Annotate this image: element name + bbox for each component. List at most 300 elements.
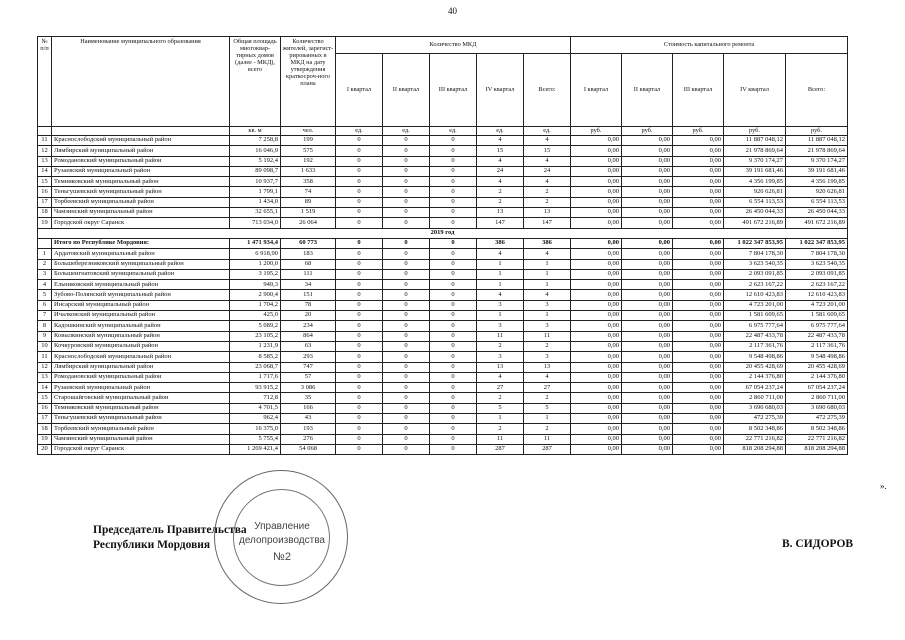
- table-cell: Лямбирский муниципальный район: [52, 362, 230, 372]
- table-cell: 8 502 348,86: [786, 424, 848, 434]
- stamp-line1: Управление: [254, 521, 310, 532]
- unit-cell: ед.: [383, 127, 430, 136]
- table-cell: 2: [477, 424, 524, 434]
- table-cell: 4 356 199,85: [724, 177, 786, 187]
- table-cell: 0,00: [673, 156, 724, 166]
- table-row: [38, 197, 848, 207]
- table-cell: 0,00: [622, 403, 673, 413]
- table-cell: 12: [38, 146, 52, 156]
- table-cell: 0: [336, 414, 383, 424]
- table-cell: 276: [281, 434, 336, 444]
- table-cell: 747: [281, 362, 336, 372]
- table-cell: 1 434,0: [230, 197, 281, 207]
- table-cell: 0: [383, 249, 430, 259]
- table-cell: 4 356 199,85: [786, 177, 848, 187]
- table-cell: 3 195,2: [230, 269, 281, 279]
- table-cell: 0,00: [673, 269, 724, 279]
- signatory-title: [93, 523, 247, 553]
- table-cell: 0: [430, 383, 477, 393]
- table-cell: 147: [477, 218, 524, 228]
- table-cell: 16 046,9: [230, 146, 281, 156]
- table-cell: 9 370 174,27: [786, 156, 848, 166]
- table-cell: 1 231,9: [230, 341, 281, 351]
- table-cell: 4 701,5: [230, 403, 281, 413]
- table-cell: 287: [524, 444, 571, 454]
- table-cell: 0,00: [622, 362, 673, 372]
- table-cell: 11: [38, 352, 52, 362]
- table-cell: 2: [477, 341, 524, 351]
- table-cell: 18: [38, 424, 52, 434]
- table-cell: 0: [430, 414, 477, 424]
- table-cell: 0: [430, 146, 477, 156]
- table-cell: 6 918,90: [230, 249, 281, 259]
- mkd-count-group-header: Количество МКД: [336, 37, 571, 54]
- table-cell: 2 117 361,76: [786, 341, 848, 351]
- table-cell: 0: [336, 269, 383, 279]
- table-cell: Ичалковский муниципальный район: [52, 311, 230, 321]
- table-cell: 0: [336, 331, 383, 341]
- table-cell: 0: [336, 177, 383, 187]
- table-cell: 18: [38, 208, 52, 218]
- table-cell: 4: [477, 156, 524, 166]
- table-cell: 1: [524, 259, 571, 269]
- table-cell: 7 258,8: [230, 136, 281, 146]
- unit-cell: руб.: [724, 127, 786, 136]
- table-cell: 818 208 294,88: [786, 444, 848, 454]
- table-cell: Кадошкинский муниципальный район: [52, 321, 230, 331]
- table-cell: 23 068,7: [230, 362, 281, 372]
- table-row: [38, 424, 848, 434]
- table-cell: 0: [430, 444, 477, 454]
- table-cell: 6 554 113,53: [786, 197, 848, 207]
- table-cell: Краснослободский муниципальный район: [52, 352, 230, 362]
- table-cell: 0,00: [571, 177, 622, 187]
- unit-cell-name: [52, 127, 230, 136]
- table-cell: 0,00: [673, 403, 724, 413]
- table-row: [38, 311, 848, 321]
- table-row: [38, 280, 848, 290]
- table-cell: Большеигнатовский муниципальный район: [52, 269, 230, 279]
- table-cell: 2 623 167,22: [724, 280, 786, 290]
- signatory-name: В. СИДОРОВ: [782, 538, 854, 550]
- table-cell: 13: [38, 156, 52, 166]
- table-cell: 0,00: [571, 403, 622, 413]
- table-cell: 0: [430, 321, 477, 331]
- table-cell: 0,00: [571, 218, 622, 228]
- table-cell: 68: [281, 259, 336, 269]
- table-row: [38, 249, 848, 259]
- table-cell: 0: [336, 372, 383, 382]
- table-cell: 9: [38, 331, 52, 341]
- signatory-title-line2: Республики Мордовия: [93, 539, 211, 551]
- table-cell: 0,00: [571, 156, 622, 166]
- table-cell: 4: [477, 372, 524, 382]
- table-cell: 12: [38, 362, 52, 372]
- table-cell: 16: [38, 403, 52, 413]
- table-cell: 54 068: [281, 444, 336, 454]
- table-cell: 22 771 216,82: [786, 434, 848, 444]
- table-cell: 23 105,2: [230, 331, 281, 341]
- table-cell: 0,00: [571, 383, 622, 393]
- table-cell: 0,00: [622, 259, 673, 269]
- table-cell: 34: [281, 280, 336, 290]
- table-cell: 0,00: [622, 311, 673, 321]
- table-cell: 21 978 869,64: [724, 146, 786, 156]
- table-cell: 32 655,1: [230, 208, 281, 218]
- table-cell: 27: [524, 383, 571, 393]
- table-cell: 0,00: [673, 146, 724, 156]
- table-cell: 2: [524, 197, 571, 207]
- table-cell: 0: [336, 136, 383, 146]
- table-cell: 920 626,81: [786, 187, 848, 197]
- table-cell: 0,00: [571, 321, 622, 331]
- table-cell: 0,00: [673, 136, 724, 146]
- table-cell: 0: [383, 383, 430, 393]
- table-cell: 0: [336, 249, 383, 259]
- table-cell: 0: [383, 280, 430, 290]
- table-cell: 0: [430, 403, 477, 413]
- table-cell: 0: [336, 156, 383, 166]
- unit-cell: руб.: [571, 127, 622, 136]
- col-name-header: Наименование муниципального образования: [52, 37, 230, 127]
- table-cell: 425,0: [230, 311, 281, 321]
- table-cell: 234: [281, 321, 336, 331]
- table-cell: 0,00: [622, 372, 673, 382]
- table-cell: 0,00: [622, 393, 673, 403]
- table-cell: 20 455 428,69: [786, 362, 848, 372]
- table-cell: 0: [430, 177, 477, 187]
- table-cell: 0: [383, 166, 430, 176]
- table-cell: 14: [38, 383, 52, 393]
- table-cell: 1: [477, 269, 524, 279]
- table-cell: Зубово-Полянский муниципальный район: [52, 290, 230, 300]
- table-cell: 8: [38, 321, 52, 331]
- cost-group-header: Стоимость капитального ремонта: [571, 37, 848, 54]
- table-cell: 3: [524, 352, 571, 362]
- table-cell: 0: [430, 311, 477, 321]
- table-cell: 19: [38, 218, 52, 228]
- table-row: [38, 383, 848, 393]
- table-cell: 3 086: [281, 383, 336, 393]
- table-cell: 1 471 934,4: [230, 238, 281, 248]
- table-cell: 13: [477, 362, 524, 372]
- table-cell: 39 191 681,46: [786, 166, 848, 176]
- table-row: [38, 187, 848, 197]
- table-cell: 0,00: [571, 197, 622, 207]
- table-cell: 0: [430, 187, 477, 197]
- table-cell: 3 690 680,03: [786, 403, 848, 413]
- table-row: [38, 300, 848, 310]
- table-cell: Краснослободский муниципальный район: [52, 136, 230, 146]
- table-cell: 1: [477, 280, 524, 290]
- table-cell: 15: [477, 146, 524, 156]
- table-cell: 0,00: [571, 136, 622, 146]
- table-cell: 0,00: [571, 269, 622, 279]
- table-cell: 2: [524, 187, 571, 197]
- table-cell: 0,00: [571, 331, 622, 341]
- table-cell: 8 585,2: [230, 352, 281, 362]
- table-cell: 6 975 777,64: [786, 321, 848, 331]
- table-cell: Ардатовский муниципальный район: [52, 249, 230, 259]
- table-cell: 0,00: [571, 352, 622, 362]
- table-row: [38, 166, 848, 176]
- table-cell: Рузаевский муниципальный район: [52, 383, 230, 393]
- table-cell: 7 804 178,30: [724, 249, 786, 259]
- table-cell: 0,00: [571, 434, 622, 444]
- table-cell: Торбеевский муниципальный район: [52, 197, 230, 207]
- table-cell: 8 502 348,86: [724, 424, 786, 434]
- table-cell: 3 623 540,35: [786, 259, 848, 269]
- table-cell: 2 860 711,00: [724, 393, 786, 403]
- table-row: [38, 352, 848, 362]
- table-cell: 2: [524, 393, 571, 403]
- table-cell: 7: [38, 311, 52, 321]
- table-cell: 74: [281, 187, 336, 197]
- table-cell: 0,00: [622, 434, 673, 444]
- table-cell: 0,00: [673, 166, 724, 176]
- table-cell: 0: [430, 249, 477, 259]
- table-cell: 0: [336, 434, 383, 444]
- table-cell: 16: [38, 187, 52, 197]
- table-row: [38, 341, 848, 351]
- table-cell: 491 672 216,89: [786, 218, 848, 228]
- year-label: 2019 год: [38, 228, 848, 238]
- unit-cell: ед.: [430, 127, 477, 136]
- table-cell: 0: [336, 352, 383, 362]
- table-cell: 17: [38, 197, 52, 207]
- table-cell: Темниковский муниципальный район: [52, 177, 230, 187]
- table-cell: 1 704,2: [230, 300, 281, 310]
- col-area-header: Общая площадь многоквар-тирных домов (далее - МКД), всего: [230, 37, 281, 127]
- table-row: [38, 362, 848, 372]
- table-row: [38, 321, 848, 331]
- table-cell: 67 054 237,24: [724, 383, 786, 393]
- table-cell: Теньгушевский муниципальный район: [52, 187, 230, 197]
- table-cell: 22 487 433,78: [724, 331, 786, 341]
- table-cell: 0: [430, 218, 477, 228]
- table-cell: 0,00: [622, 341, 673, 351]
- table-cell: 0: [336, 424, 383, 434]
- table-cell: 192: [281, 156, 336, 166]
- table-cell: 2 093 091,85: [786, 269, 848, 279]
- table-cell: 9 370 174,27: [724, 156, 786, 166]
- table-cell: 17: [38, 414, 52, 424]
- table-cell: 1: [524, 414, 571, 424]
- table-cell: 0,00: [673, 362, 724, 372]
- table-cell: 43: [281, 414, 336, 424]
- table-cell: 0,00: [622, 300, 673, 310]
- table-cell: 22 771 216,82: [724, 434, 786, 444]
- table-cell: 0: [383, 269, 430, 279]
- table-cell: 0: [336, 444, 383, 454]
- table-cell: 0,00: [622, 136, 673, 146]
- table-cell: 4: [524, 136, 571, 146]
- table-cell: 16 375,0: [230, 424, 281, 434]
- table-cell: 0: [383, 300, 430, 310]
- table-row: [38, 146, 848, 156]
- table-cell: 3: [477, 352, 524, 362]
- table-cell: 11 887 048,12: [724, 136, 786, 146]
- year-separator-row: [38, 228, 848, 238]
- table-cell: 6: [38, 300, 52, 310]
- table-cell: 1: [38, 249, 52, 259]
- table-cell: 1 269 421,4: [230, 444, 281, 454]
- table-cell: 2 093 091,85: [724, 269, 786, 279]
- table-cell: 0: [383, 146, 430, 156]
- table-cell: Итого по Республике Мордовия:: [52, 238, 230, 248]
- table-cell: 5: [38, 290, 52, 300]
- page-number: 40: [448, 6, 457, 16]
- table-row: [38, 414, 848, 424]
- table-cell: 0,00: [571, 290, 622, 300]
- table-cell: 5 089,2: [230, 321, 281, 331]
- table-cell: 0,00: [673, 249, 724, 259]
- table-cell: Чамзинский муниципальный район: [52, 208, 230, 218]
- table-cell: 0,00: [673, 208, 724, 218]
- table-cell: 0,00: [673, 393, 724, 403]
- table-cell: 11: [38, 136, 52, 146]
- table-cell: 0: [383, 362, 430, 372]
- table-cell: 0: [336, 383, 383, 393]
- table-cell: 0: [430, 136, 477, 146]
- table-cell: 111: [281, 269, 336, 279]
- table-cell: 3: [477, 300, 524, 310]
- table-cell: 2 144 376,80: [786, 372, 848, 382]
- table-cell: 1: [524, 311, 571, 321]
- table-cell: 0,00: [571, 208, 622, 218]
- table-cell: 712,8: [230, 393, 281, 403]
- table-cell: 2: [477, 393, 524, 403]
- table-cell: 9 548 498,86: [724, 352, 786, 362]
- table-cell: 15: [38, 393, 52, 403]
- table-cell: 0,00: [622, 187, 673, 197]
- table-cell: 14: [38, 166, 52, 176]
- table-cell: 0,00: [622, 414, 673, 424]
- table-cell: 11: [477, 434, 524, 444]
- table-cell: 60 773: [281, 238, 336, 248]
- table-cell: 0: [430, 259, 477, 269]
- table-cell: 4 723 201,00: [786, 300, 848, 310]
- table-row: [38, 259, 848, 269]
- table-cell: 0,00: [622, 444, 673, 454]
- table-cell: 0: [336, 166, 383, 176]
- table-cell: 4: [477, 249, 524, 259]
- unit-cell: руб.: [673, 127, 724, 136]
- table-cell: 0: [383, 187, 430, 197]
- table-cell: 1 581 609,65: [724, 311, 786, 321]
- table-cell: [38, 238, 52, 248]
- table-cell: 3: [524, 300, 571, 310]
- table-row: [38, 136, 848, 146]
- table-row: [38, 156, 848, 166]
- table-cell: 13: [524, 208, 571, 218]
- table-cell: 183: [281, 249, 336, 259]
- table-cell: 3 690 680,03: [724, 403, 786, 413]
- table-cell: 0,00: [673, 197, 724, 207]
- table-cell: 0,00: [673, 424, 724, 434]
- table-cell: 0,00: [622, 331, 673, 341]
- table-cell: 386: [477, 238, 524, 248]
- table-cell: 0,00: [673, 352, 724, 362]
- table-cell: 491 672 216,89: [724, 218, 786, 228]
- table-cell: 5 755,4: [230, 434, 281, 444]
- table-cell: 3: [38, 269, 52, 279]
- table-cell: 147: [524, 218, 571, 228]
- table-cell: 24: [524, 166, 571, 176]
- table-cell: 0,00: [673, 372, 724, 382]
- table-cell: 21 978 869,64: [786, 146, 848, 156]
- table-row: [38, 177, 848, 187]
- table-cell: 0,00: [571, 166, 622, 176]
- table-cell: 0: [430, 393, 477, 403]
- table-cell: 2: [38, 259, 52, 269]
- table-cell: 287: [477, 444, 524, 454]
- table-cell: 1 717,6: [230, 372, 281, 382]
- table-cell: 0,00: [571, 372, 622, 382]
- table-cell: 0,00: [622, 166, 673, 176]
- table-cell: 0: [383, 208, 430, 218]
- table-cell: 962,4: [230, 414, 281, 424]
- table-cell: 0: [430, 156, 477, 166]
- table-cell: 0: [336, 146, 383, 156]
- table-cell: 0: [336, 393, 383, 403]
- table-cell: 4: [477, 177, 524, 187]
- table-cell: 26 450 044,33: [724, 208, 786, 218]
- table-cell: 20: [38, 444, 52, 454]
- table-cell: 2: [524, 341, 571, 351]
- table-cell: 0,00: [673, 341, 724, 351]
- table-cell: 0: [336, 300, 383, 310]
- table-cell: 19: [38, 434, 52, 444]
- table-cell: 0,00: [673, 321, 724, 331]
- table-cell: Старошайговский муниципальный район: [52, 393, 230, 403]
- table-cell: 358: [281, 177, 336, 187]
- table-cell: Рузаевский муниципальный район: [52, 166, 230, 176]
- table-cell: 0: [430, 331, 477, 341]
- stamp-line2: делопроизводства: [238, 535, 325, 546]
- table-row: [38, 331, 848, 341]
- table-cell: Ковылкинский муниципальный район: [52, 331, 230, 341]
- table-cell: 0: [383, 424, 430, 434]
- cost-q4-header: IV квартал: [724, 54, 786, 127]
- table-cell: 0,00: [622, 321, 673, 331]
- table-cell: 4: [524, 290, 571, 300]
- table-cell: 39 191 681,46: [724, 166, 786, 176]
- table-cell: 0,00: [673, 259, 724, 269]
- table-cell: 0: [430, 290, 477, 300]
- table-cell: 0,00: [571, 341, 622, 351]
- table-cell: 1 022 347 853,95: [786, 238, 848, 248]
- table-cell: 0,00: [622, 280, 673, 290]
- table-cell: 0: [430, 362, 477, 372]
- table-cell: 1 022 347 853,95: [724, 238, 786, 248]
- table-cell: 0: [383, 341, 430, 351]
- table-cell: 63: [281, 341, 336, 351]
- table-cell: 0: [336, 311, 383, 321]
- table-cell: 0: [383, 290, 430, 300]
- table-cell: Ромодановский муниципальный район: [52, 372, 230, 382]
- table-cell: 0,00: [622, 352, 673, 362]
- table-cell: 5 192,4: [230, 156, 281, 166]
- table-cell: 713 034,0: [230, 218, 281, 228]
- table-row: [38, 444, 848, 454]
- table-cell: 0,00: [622, 218, 673, 228]
- table-cell: 1: [477, 311, 524, 321]
- table-cell: 2: [477, 187, 524, 197]
- table-cell: 20: [281, 311, 336, 321]
- table-cell: 2 144 376,80: [724, 372, 786, 382]
- table-cell: 3 623 540,35: [724, 259, 786, 269]
